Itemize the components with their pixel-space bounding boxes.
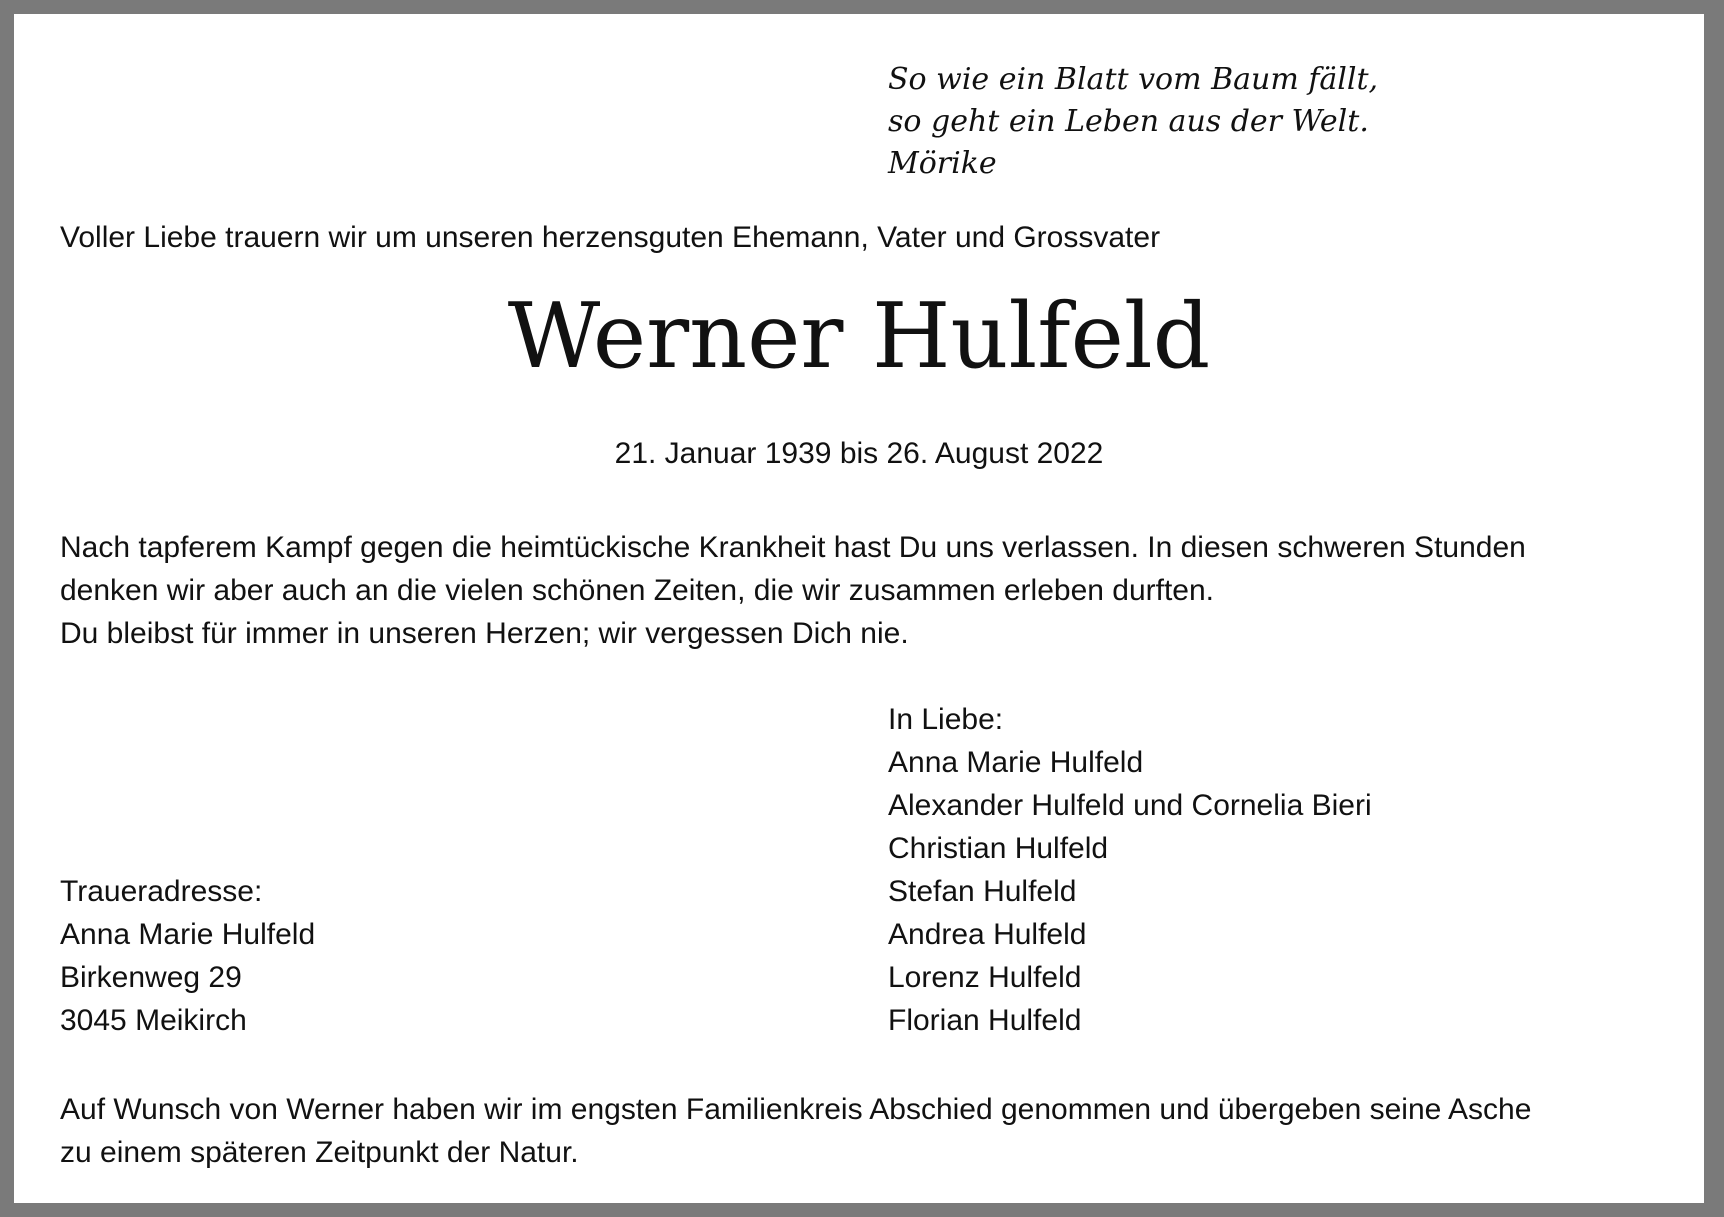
mourner-name: Andrea Hulfeld [888, 918, 1087, 951]
mourner-name: Florian Hulfeld [888, 1004, 1082, 1037]
memorial-quote [888, 59, 1378, 185]
mourners-heading: In Liebe: [888, 703, 1004, 736]
quote-author: Mörike [888, 146, 997, 181]
quote-line: so geht ein Leben aus der Welt. [888, 104, 1369, 139]
closing-text [60, 1088, 1680, 1174]
address-line: Anna Marie Hulfeld [60, 918, 316, 951]
closing-line: Auf Wunsch von Werner haben wir im engsten Familienkreis Abschied genommen und übergeben seine Asche [60, 1093, 1532, 1126]
mourners-list [888, 698, 1372, 1042]
closing-line: zu einem späteren Zeitpunkt der Natur. [60, 1136, 579, 1169]
mourner-name: Lorenz Hulfeld [888, 961, 1082, 994]
address-line: 3045 Meikirch [60, 1004, 247, 1037]
intro-text: Voller Liebe trauern wir um unseren herzensguten Ehemann, Vater und Grossvater [60, 221, 1161, 254]
deceased-name: Werner Hulfeld [507, 284, 1211, 389]
address-heading: Traueradresse: [60, 875, 263, 908]
obituary-notice [14, 14, 1704, 1203]
mourning-address [60, 870, 315, 1042]
mourner-name: Christian Hulfeld [888, 832, 1109, 865]
mourner-name: Anna Marie Hulfeld [888, 746, 1144, 779]
life-dates: 21. Januar 1939 bis 26. August 2022 [614, 437, 1104, 470]
mourner-name: Alexander Hulfeld und Cornelia Bieri [888, 789, 1372, 822]
message-line: Du bleibst für immer in unseren Herzen; wir vergessen Dich nie. [60, 617, 909, 650]
message-text [60, 526, 1680, 655]
address-line: Birkenweg 29 [60, 961, 242, 994]
quote-line: So wie ein Blatt vom Baum fällt, [888, 62, 1379, 97]
mourner-name: Stefan Hulfeld [888, 875, 1077, 908]
message-line: Nach tapferem Kampf gegen die heimtückische Krankheit hast Du uns verlassen. In diesen schweren Stunden [60, 531, 1526, 564]
message-line: denken wir aber auch an die vielen schönen Zeiten, die wir zusammen erleben durften. [60, 574, 1215, 607]
